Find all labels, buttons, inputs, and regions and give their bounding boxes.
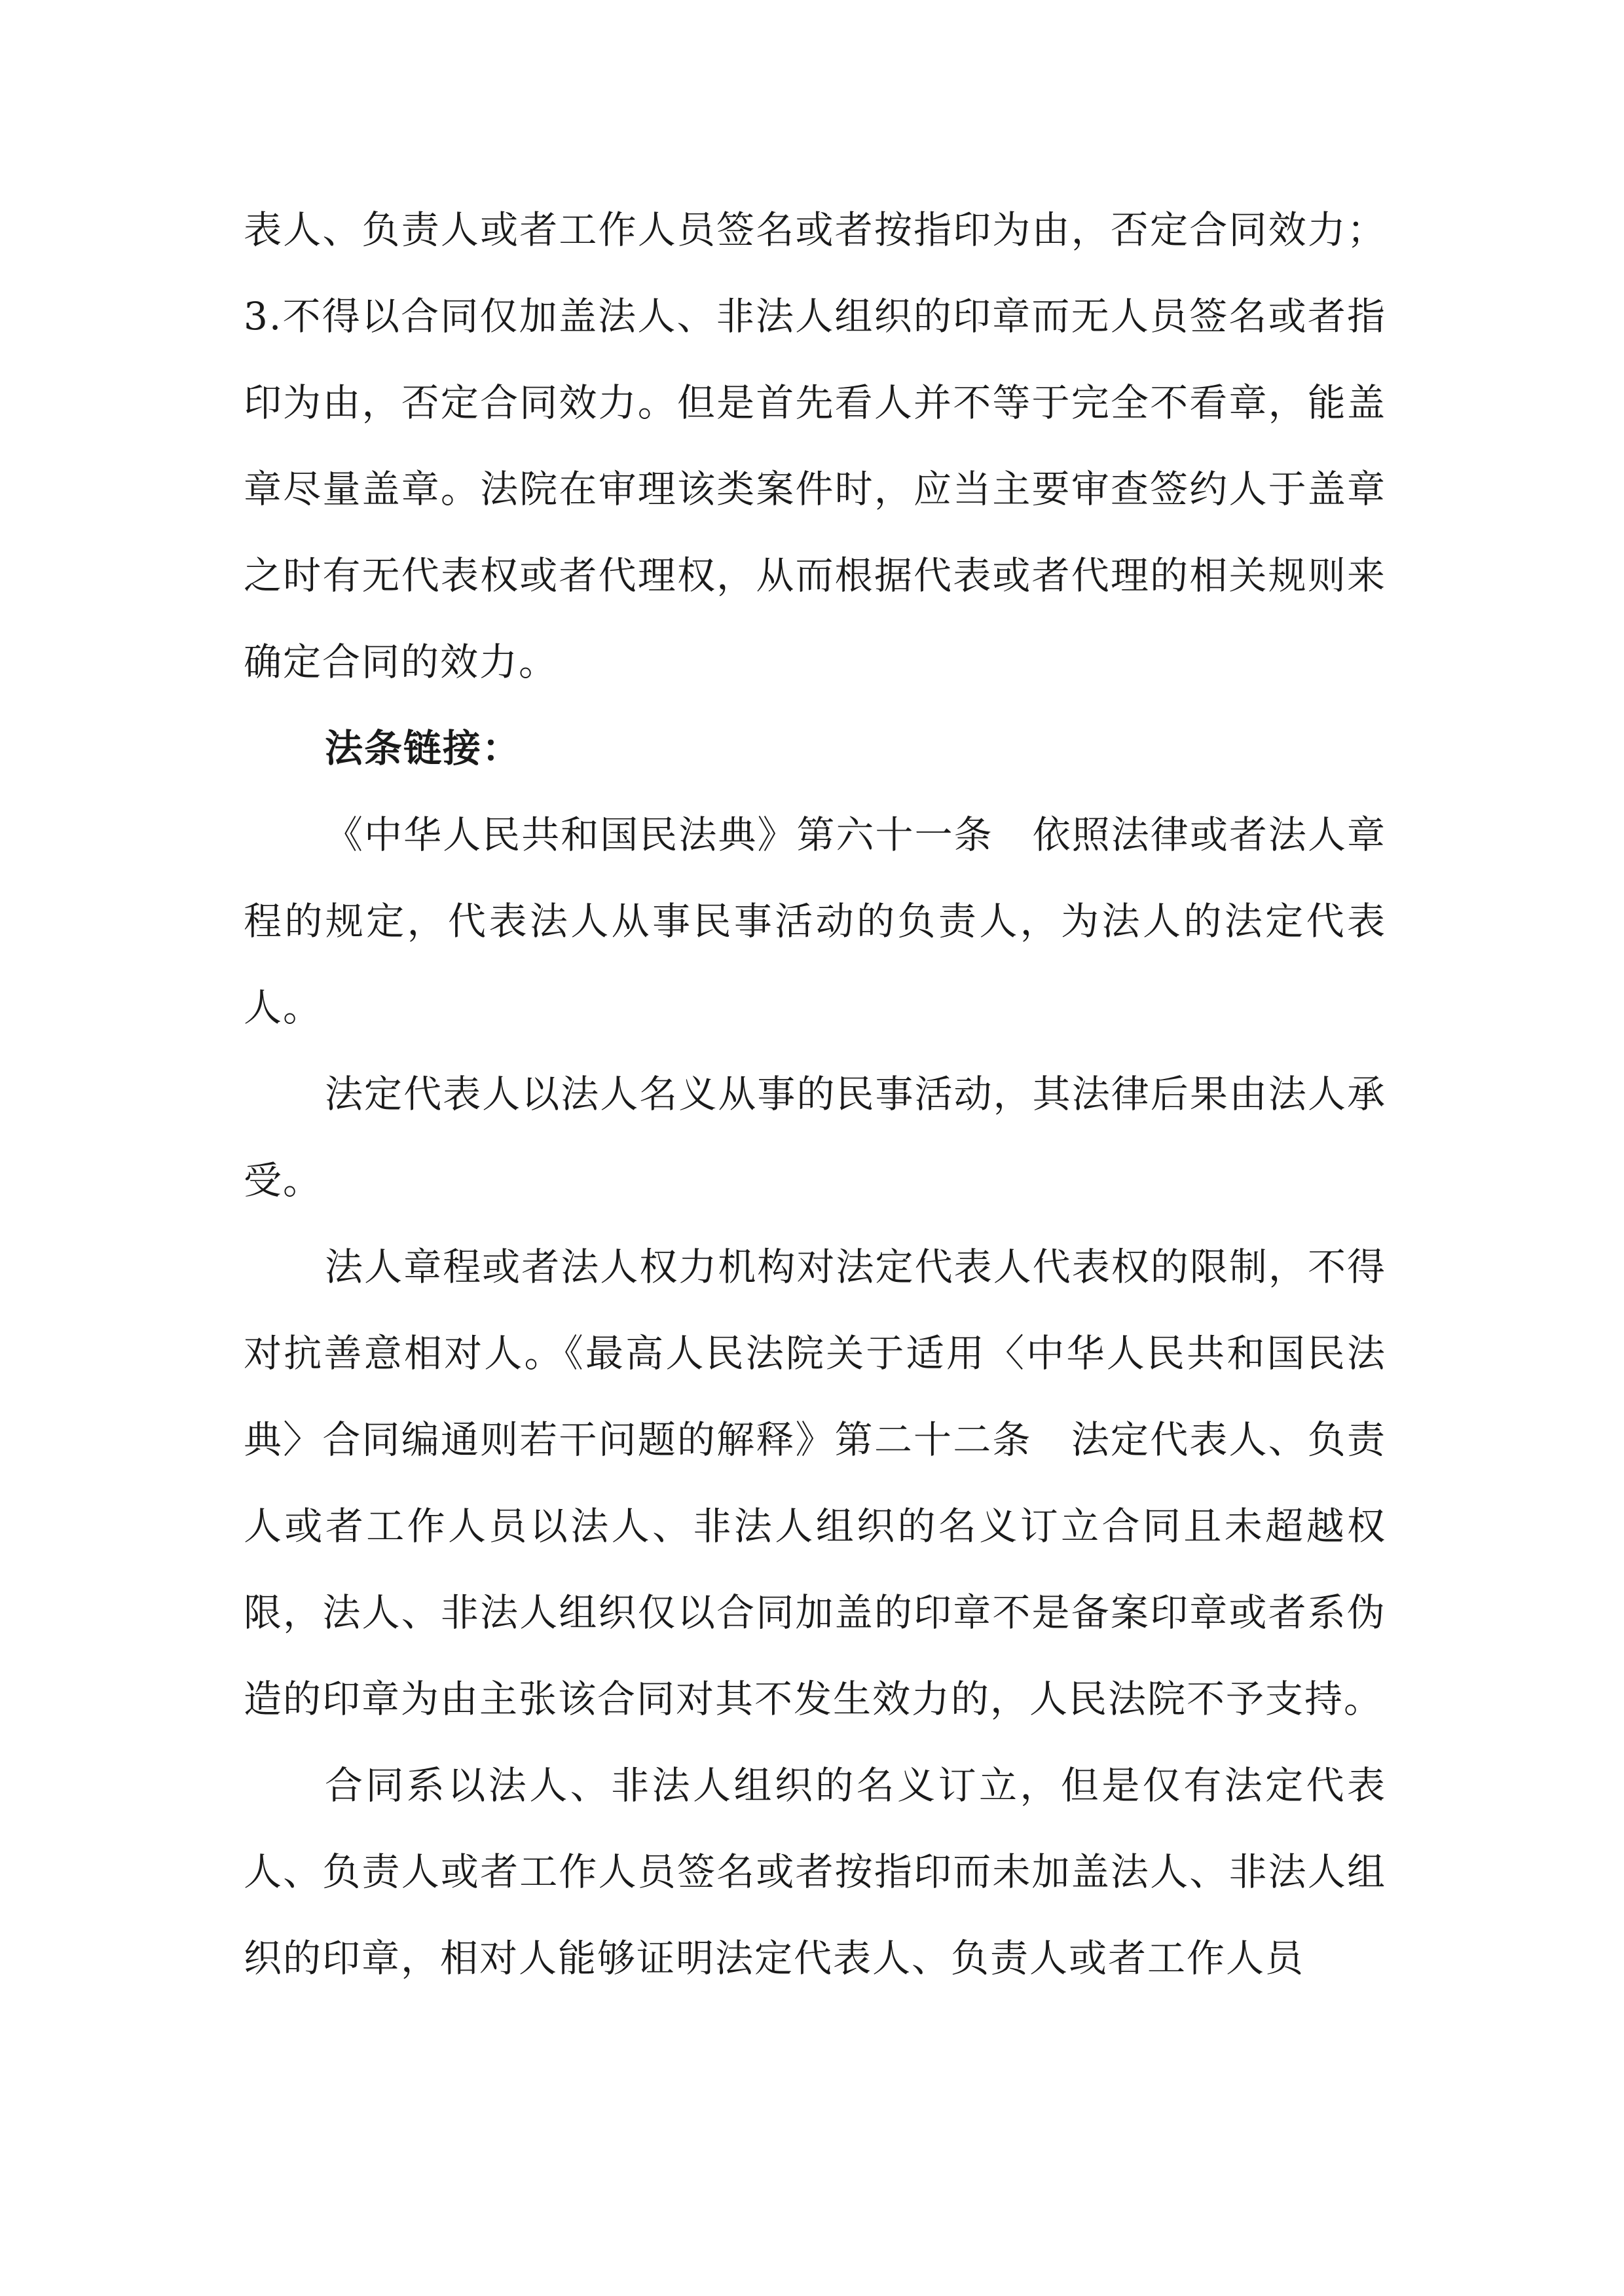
- paragraph-legal-consequence: 法定代表人以法人名义从事的民事活动，其法律后果由法人承受。: [244, 1072, 1386, 1203]
- paragraph-civil-code-article-61: 《中华人民共和国民法典》第六十一条 依照法律或者法人章程的规定，代表法人从事民事活动的负责人，为法人的法定代表人。: [244, 812, 1386, 1030]
- paragraph-restriction-and-interpretation: 法人章程或者法人权力机构对法定代表人代表权的限制，不得对抗善意相对人。《最高人民法院关于适用〈中华人民共和国民法典〉合同编通则若干问题的解释》第二十二条 法定代表人、负责人或者工作人员以法人、非法人组织的名义订立合同且未超越权限，法人、非法人组织仅以合同加盖的印章不是备案印章或者系伪造的印章为由主张该合同对其不发生效力的，人民法院不予支持。: [244, 1245, 1386, 1721]
- document-body: [244, 187, 1386, 2001]
- paragraph-contract-signature: 合同系以法人、非法人组织的名义订立，但是仅有法定代表人、负责人或者工作人员签名或者按指印而未加盖法人、非法人组织的印章，相对人能够证明法定代表人、负责人或者工作人员: [244, 1763, 1386, 1980]
- section-heading-legal-links: 法条链接：: [325, 726, 522, 771]
- paragraph-continuation: 表人、负责人或者工作人员签名或者按指印为由，否定合同效力；3.不得以合同仅加盖法人、非法人组织的印章而无人员签名或者指印为由，否定合同效力。但是首先看人并不等于完全不看章，能盖章尽量盖章。法院在审理该类案件时，应当主要审查签约人于盖章之时有无代表权或者代理权，从而根据代表或者代理的相关规则来确定合同的效力。: [244, 208, 1386, 684]
